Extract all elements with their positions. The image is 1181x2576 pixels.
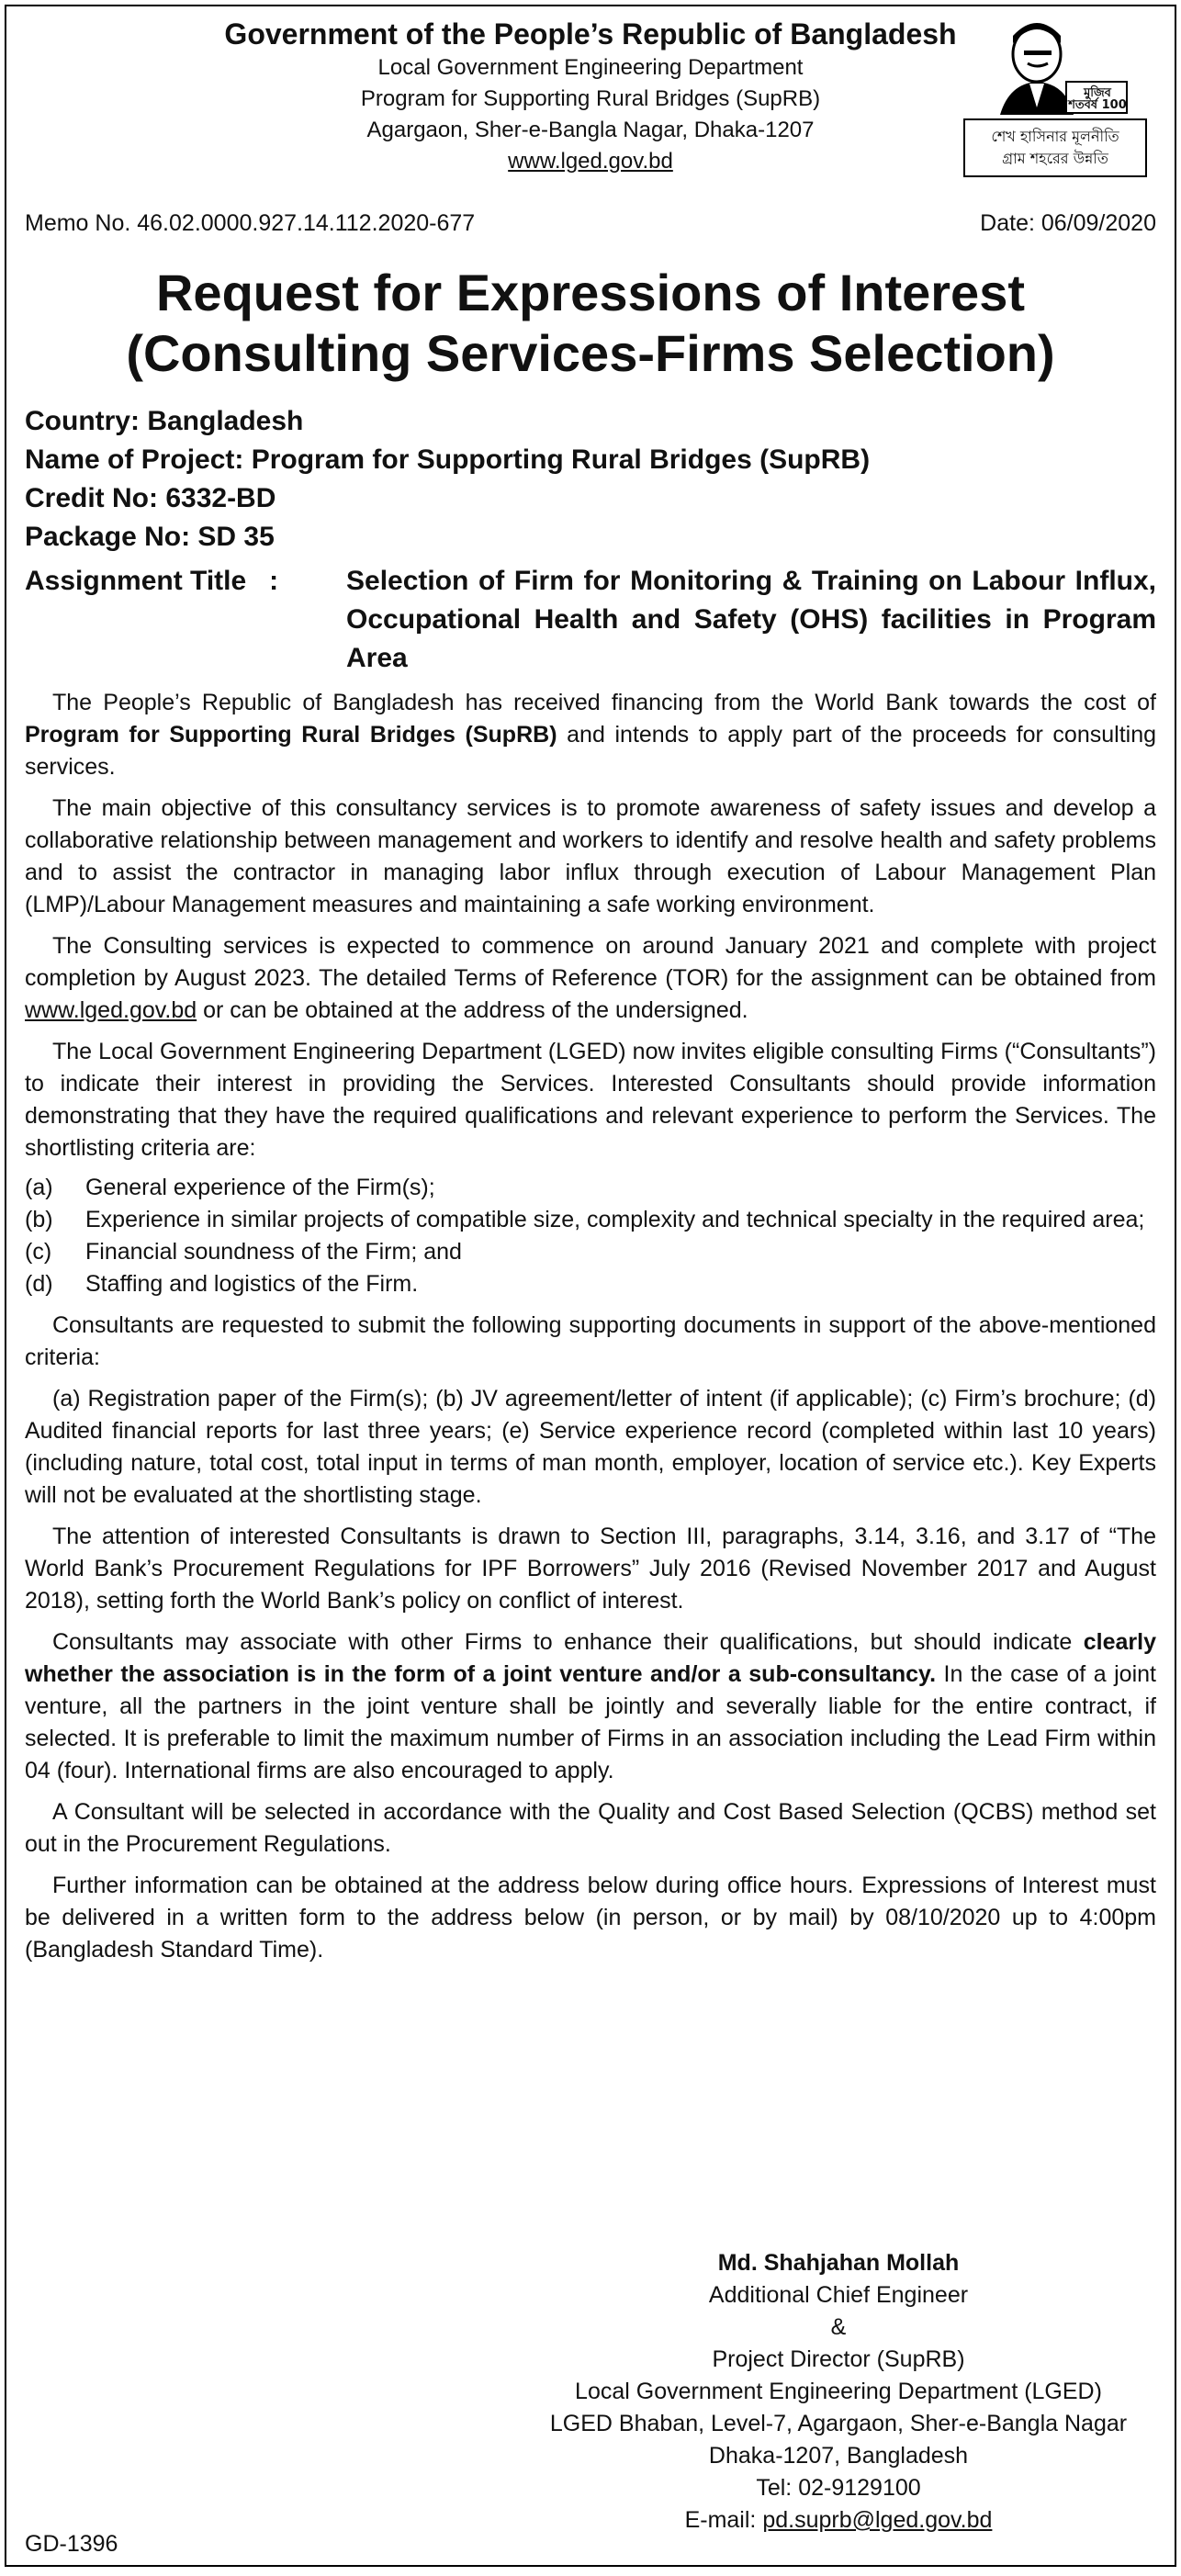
signatory-telephone: Tel: 02-9129100 bbox=[756, 2475, 921, 2501]
title-line-2: (Consulting Services-Firms Selection) bbox=[126, 324, 1055, 382]
program-emphasis: Program for Supporting Rural Bridges (SupRB) bbox=[25, 722, 557, 748]
project-name: Name of Project: Program for Supporting Rural Bridges (SupRB) bbox=[25, 444, 871, 475]
criteria-item bbox=[25, 1204, 1156, 1236]
department-name: Local Government Engineering Department bbox=[377, 55, 804, 80]
tor-link[interactable]: www.lged.gov.bd bbox=[25, 997, 197, 1023]
program-name: Program for Supporting Rural Bridges (SupRB) bbox=[360, 86, 821, 111]
paragraph-invitation: The Local Government Engineering Department (LGED) now invites eligible consulting Firms (“Consultants”) to indicate their interest in providing the Services. Interested Consultants should provide information demonstrating that they have the required qualifications and relevant experience to perform the Services. The shortlisting criteria are: bbox=[25, 1039, 1156, 1161]
slogan-line-2: গ্রাম শহরের উন্নতি bbox=[1002, 150, 1108, 167]
assignment-value: Selection of Firm for Monitoring & Training on Labour Influx, Occupational Health and Safety (OHS) facilities in Program Area bbox=[346, 566, 1156, 673]
criteria-marker: (c) bbox=[25, 1239, 52, 1265]
title-line-1: Request for Expressions of Interest bbox=[155, 264, 1025, 321]
paragraph-text: The Consulting services is expected to commence on around January 2021 and complete with project completion by August 2023. The detailed Terms of Reference (TOR) for the assignment can be obtained from bbox=[25, 933, 1156, 991]
paragraph-selection-method: A Consultant will be selected in accordance with the Quality and Cost Based Selection (QCBS) method set out in the Procurement Regulations. bbox=[25, 1799, 1156, 1857]
signature-block bbox=[512, 2247, 1165, 2537]
signatory-ampersand: & bbox=[830, 2314, 847, 2340]
criteria-item bbox=[25, 1268, 1156, 1300]
signatory-name: Md. Shahjahan Mollah bbox=[717, 2250, 960, 2276]
paragraph-conflict-of-interest: The attention of interested Consultants is drawn to Section III, paragraphs, 3.14, 3.16, and 3.17 of “The World Bank’s Procurement Regulations for IPF Borrowers” July 2016 (Revised November 2017 and August 2018), setting forth the World Bank’s policy on conflict of interest. bbox=[25, 1524, 1156, 1614]
criteria-text: Financial soundness of the Firm; and bbox=[85, 1239, 462, 1265]
criteria-marker: (b) bbox=[25, 1207, 53, 1232]
office-address: Agargaon, Sher-e-Bangla Nagar, Dhaka-1207 bbox=[366, 118, 815, 142]
paragraph-objective: The main objective of this consultancy services is to promote awareness of safety issues and develop a collaborative relationship between management and workers to identify and resolve health and safety problems and to assist the contractor in managing labor influx through execution of Labour Management Plan (LMP)/Labour Management measures and maintaining a safe working environment. bbox=[25, 795, 1156, 917]
government-title: Government of the People’s Republic of Bangladesh bbox=[224, 17, 957, 51]
signatory-address: LGED Bhaban, Level-7, Agargaon, Sher-e-Bangla Nagar bbox=[549, 2411, 1128, 2436]
email-link[interactable]: pd.suprb@lged.gov.bd bbox=[762, 2507, 993, 2533]
signatory-email bbox=[512, 2504, 1165, 2537]
memo-date: Date: 06/09/2020 bbox=[980, 210, 1156, 236]
paragraph-schedule bbox=[25, 930, 1156, 1027]
signatory-role: Project Director (SupRB) bbox=[712, 2346, 965, 2372]
paragraph-association bbox=[25, 1626, 1156, 1787]
signatory-role: Additional Chief Engineer bbox=[708, 2282, 969, 2308]
criteria-text: Experience in similar projects of compatible size, complexity and technical specialty in the required area; bbox=[85, 1207, 1145, 1232]
criteria-text: Staffing and logistics of the Firm. bbox=[85, 1271, 419, 1297]
criteria-list bbox=[25, 1172, 1156, 1300]
package-number: Package No: SD 35 bbox=[25, 522, 275, 552]
criteria-item bbox=[25, 1236, 1156, 1268]
website-link[interactable]: www.lged.gov.bd bbox=[508, 149, 673, 174]
mujib-logo bbox=[982, 16, 1129, 117]
signatory-address: Dhaka-1207, Bangladesh bbox=[708, 2443, 969, 2469]
credit-number: Credit No: 6332-BD bbox=[25, 483, 276, 513]
advertisement-page bbox=[5, 5, 1176, 2567]
project-meta bbox=[25, 402, 1156, 557]
signatory-organization: Local Government Engineering Department (LGED) bbox=[575, 2379, 1102, 2404]
criteria-marker: (d) bbox=[25, 1271, 53, 1297]
ad-code: GD-1396 bbox=[25, 2531, 118, 2557]
paragraph-text: and intends to apply part of the proceeds for consulting services. bbox=[25, 722, 1156, 780]
paragraph-text: The People’s Republic of Bangladesh has received financing from the World Bank towards the cost of bbox=[52, 690, 1156, 715]
association-emphasis: clearly whether the association is in the form of a joint venture and/or a sub-consultancy. bbox=[25, 1629, 1156, 1687]
assignment-label: Assignment Title : bbox=[25, 566, 279, 596]
paragraph-text: In the case of a joint venture, all the partners in the joint venture shall be jointly and severally liable for the entire contract, if selected. It is preferable to limit the maximum number of Firms in an association including the Lead Firm within 04 (four). International firms are also encouraged to apply. bbox=[25, 1661, 1156, 1783]
page-title bbox=[25, 263, 1156, 384]
email-label: E-mail: bbox=[684, 2507, 763, 2533]
criteria-item bbox=[25, 1172, 1156, 1204]
paragraph-text: or can be obtained at the address of the undersigned. bbox=[197, 997, 748, 1023]
paragraph-submission: Further information can be obtained at the address below during office hours. Expressions of Interest must be delivered in a written form to the address below (in person, or by mail) by 08/10/2020 up to 4:00pm (Bangladesh Standard Time). bbox=[25, 1873, 1156, 1963]
paragraph-documents-request: Consultants are requested to submit the following supporting documents in support of the above-mentioned criteria: bbox=[25, 1312, 1156, 1370]
slogan-box bbox=[963, 118, 1147, 177]
criteria-marker: (a) bbox=[25, 1175, 53, 1200]
emblem-block bbox=[963, 16, 1147, 177]
criteria-text: General experience of the Firm(s); bbox=[85, 1175, 435, 1200]
memo-number: Memo No. 46.02.0000.927.14.112.2020-677 bbox=[25, 210, 476, 236]
memo-row bbox=[25, 210, 1156, 237]
paragraph-documents-list: (a) Registration paper of the Firm(s); (b) JV agreement/letter of intent (if applicable); (c) Firm’s brochure; (d) Audited financial reports for last three years; (e) Service experience record (completed within last 10 years) (including nature, total cost, total input in terms of man month, employer, location of service etc.). Key Experts will not be evaluated at the shortlisting stage. bbox=[25, 1386, 1156, 1508]
country: Country: Bangladesh bbox=[25, 406, 304, 436]
assignment-title bbox=[25, 562, 1156, 678]
paragraph-text: Consultants may associate with other Firms to enhance their qualifications, but should indicate bbox=[52, 1629, 1084, 1655]
paragraph-financing bbox=[25, 687, 1156, 783]
government-header bbox=[25, 16, 1156, 199]
slogan-line-1: শেখ হাসিনার মূলনীতি bbox=[991, 128, 1119, 145]
logo-text: মুজিব শতবর্ষ 100 bbox=[1068, 86, 1127, 112]
